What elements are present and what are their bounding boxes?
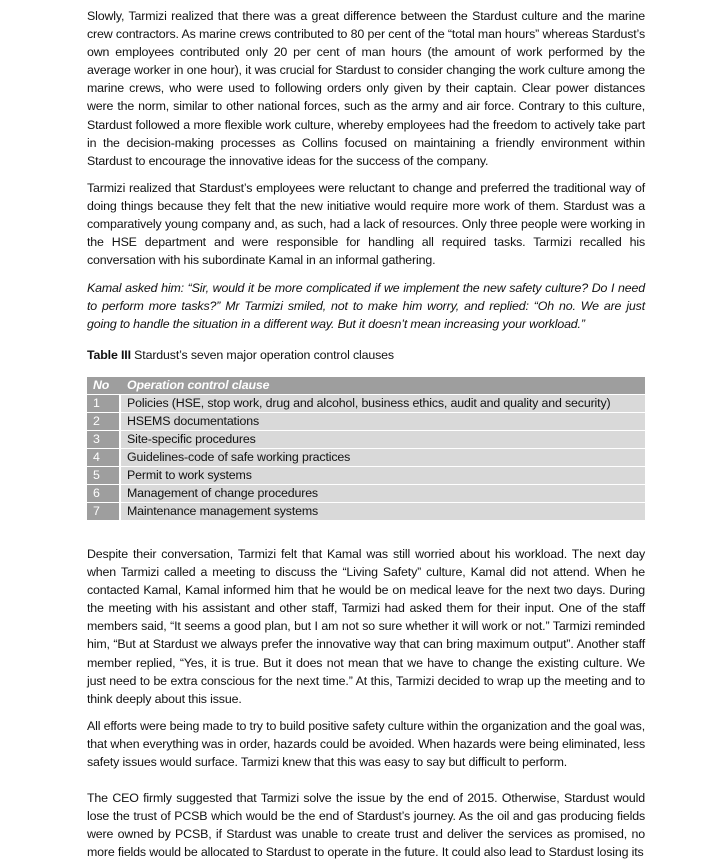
row-no: 2 [87, 413, 119, 430]
table-row [87, 395, 645, 412]
row-clause: Permit to work systems [119, 467, 645, 484]
row-no: 6 [87, 485, 119, 502]
paragraph-1: Slowly, Tarmizi realized that there was a great difference between the Stardust culture and the marine crew contractors. As marine crews contributed to 80 per cent of the “total man hours” whereas Stardust’s own employees contributed only 20 per cent of man hours (the amount of work performed by the average worker in one hour), it was crucial for Stardust to consider changing the work culture among the marine crews, who were used to following orders only given by their captain. Clear power distances were the norm, similar to other national forces, such as the army and air force. Contrary to this culture, Stardust followed a more flexible work culture, whereby employees had the freedom to actively take part in the decision-making processes as Collins focused on maintaining a friendly environment within Stardust to encourage the innovative ideas for the success of the company. [87, 9, 645, 168]
row-no: 5 [87, 467, 119, 484]
row-no: 3 [87, 431, 119, 448]
table-caption-label: Table III [87, 348, 131, 362]
row-clause: Policies (HSE, stop work, drug and alcohol, business ethics, audit and quality and security) [119, 395, 645, 412]
row-clause: HSEMS documentations [119, 413, 645, 430]
row-clause: Guidelines-code of safe working practices [119, 449, 645, 466]
row-no: 4 [87, 449, 119, 466]
header-clause: Operation control clause [119, 377, 645, 394]
row-clause: Management of change procedures [119, 485, 645, 502]
table-row [87, 485, 645, 502]
header-no: No [87, 377, 119, 394]
paragraph-6: The CEO firmly suggested that Tarmizi solve the issue by the end of 2015. Otherwise, Stardust would lose the trust of PCSB which would be the end of Stardust’s journey. As the oil and gas producing fields were owned by PCSB, if Stardust was unable to create trust and deliver the services as promised, no more fields would be allocated to Stardust to operate in the future. It could also lead to Stardust losing its [87, 791, 645, 860]
table-row [87, 449, 645, 466]
operation-control-table [87, 376, 645, 521]
row-no: 7 [87, 503, 119, 520]
table-caption-text: Stardust’s seven major operation control clauses [130, 348, 394, 362]
paragraph-2: Tarmizi realized that Stardust’s employees were reluctant to change and preferred the traditional way of doing things because they felt that the new initiative would require more work of them. Stardust was a comparatively young company and, as such, had a lack of resources. Only three people were working in the HSE department and were responsible for handling all required tasks. Tarmizi recalled his conversation with his subordinate Kamal in an informal gathering. [87, 181, 645, 268]
table-row [87, 431, 645, 448]
table-caption [87, 348, 394, 362]
paragraph-4: Despite their conversation, Tarmizi felt that Kamal was still worried about his workload. The next day when Tarmizi called a meeting to discuss the “Living Safety” culture, Kamal did not attend. When he contacted Kamal, Kamal informed him that he would be on medical leave for the next two days. During the meeting with his assistant and other staff, Tarmizi had asked them for their input. One of the staff members said, “It seems a good plan, but I am not so sure whether it will work or not.” Tarmizi reminded him, “But at Stardust we always prefer the innovative way that can bring maximum output”. Another staff member replied, “Yes, it is true. But it does not mean that we have to change the existing culture. We just need to be extra conscious for the next time.” At this, Tarmizi decided to wrap up the meeting and to think deeply about this issue. [87, 547, 645, 706]
table-row [87, 413, 645, 430]
table-row [87, 467, 645, 484]
paragraph-3-quote: Kamal asked him: “Sir, would it be more complicated if we implement the new safety culture? Do I need to perform more tasks?” Mr Tarmizi smiled, not to make him worry, and replied: “Oh no. We are just going to handle the situation in a different way. But it doesn’t mean increasing your workload.” [87, 281, 645, 332]
table-row [87, 503, 645, 520]
row-clause: Site-specific procedures [119, 431, 645, 448]
table-header-row [87, 377, 645, 394]
row-no: 1 [87, 395, 119, 412]
paragraph-5: All efforts were being made to try to build positive safety culture within the organization and the goal was, that when everything was in order, hazards could be avoided. When hazards were being eliminated, less safety issues would surface. Tarmizi knew that this was easy to say but difficult to perform. [87, 719, 645, 770]
row-clause: Maintenance management systems [119, 503, 645, 520]
